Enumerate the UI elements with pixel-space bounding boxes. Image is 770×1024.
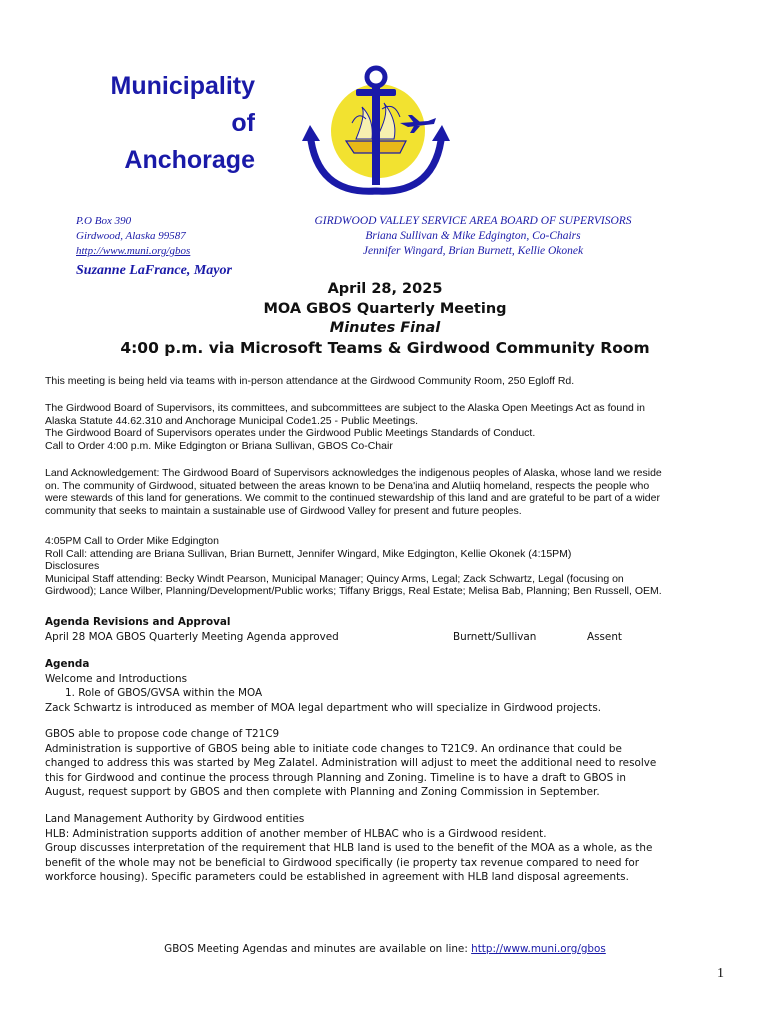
anchor-seal-icon [296, 63, 456, 203]
meeting-subtitle: Minutes Final [329, 320, 441, 336]
mailing-address: P.O Box 390 Girdwood, Alaska 99587 http://www.muni.org/gbos [76, 215, 191, 257]
roll-call-section: 4:05PM Call to Order Mike Edgington Roll Call: attending are Briana Sullivan, Brian Burnett, Jennifer Wingard, Mike Edgington, Kellie Okonek (4:15PM) Disclosures Municipal Staff attending: Becky Windt Pearson, Municipal Manager; Quincy Arms, Legal; Zack Schwartz, Legal (focusing on Girdwood); Lance Wilber, Planning/Development/Public works; Tiffany Briggs, Real Estate; Melisa Bab, Planning; Ben Russell, OEM. [45, 535, 662, 597]
open-meetings-paragraph: The Girdwood Board of Supervisors, its committees, and subcommittees are subject to the Alaska Open Meetings Act as found in Alaska Statute 44.62.310 and Anchorage Municipal Code1.25 - Public Meetings. The Girdwood Board of Supervisors operates under the Girdwood Public Meetings Standards of Conduct. Call to Order 4:00 p.m. Mike Edgington or Briana Sullivan, GBOS Co-Chair [45, 402, 645, 452]
municipality-name: Municipality of Anchorage [110, 72, 255, 174]
board-members: Jennifer Wingard, Brian Burnett, Kellie Okonek [362, 245, 584, 257]
meeting-time-location: 4:00 p.m. via Microsoft Teams & Girdwood Community Room [120, 338, 650, 357]
approval-result: Assent [587, 630, 622, 643]
mayor-name: Suzanne LaFrance, Mayor [76, 263, 232, 278]
meeting-title-block [0, 280, 770, 358]
footer-link[interactable]: http://www.muni.org/gbos [471, 943, 606, 955]
agenda-header: Agenda [45, 658, 90, 670]
agenda-section: Agenda Welcome and Introductions 1. Role of GBOS/GVSA within the MOA Zack Schwartz is introduced as member of MOA legal department who will specialize in Girdwood projects. [45, 657, 725, 715]
board-title: GIRDWOOD VALLEY SERVICE AREA BOARD OF SUPERVISORS [314, 215, 632, 227]
approval-row [45, 630, 725, 645]
footer-text: GBOS Meeting Agendas and minutes are available on line: [164, 943, 472, 955]
intro-paragraph: This meeting is being held via teams with in-person attendance at the Girdwood Community Room, 250 Egloff Rd. [45, 375, 575, 387]
list-item: 1. Role of GBOS/GVSA within the MOA [65, 687, 263, 699]
meeting-date: April 28, 2025 [327, 281, 443, 297]
board-chairs: Briana Sullivan & Mike Edgington, Co-Chairs [365, 230, 581, 242]
agenda-approval-section [45, 615, 725, 645]
footer [0, 943, 770, 955]
board-info [280, 214, 666, 259]
website-link[interactable]: http://www.muni.org/gbos [76, 245, 191, 257]
approval-item: April 28 MOA GBOS Quarterly Meeting Agenda approved [45, 630, 339, 643]
page-number: 1 [717, 966, 724, 981]
land-management-section: Land Management Authority by Girdwood entities HLB: Administration supports addition of another member of HLBAC who is a Girdwood resident. Group discusses interpretation of the requirement that HLB land is used to the benefit of the MOA as a whole, as the benefit of the whole may not be beneficial to Girdwood specifically (ie property tax revenue compared to need for workforce housing). Specific parameters could be established in agreement with HLB land disposal agreements. [45, 813, 653, 883]
land-acknowledgement: Land Acknowledgement: The Girdwood Board of Supervisors acknowledges the indigenous peoples of Alaska, whose land we reside on. The community of Girdwood, situated between the areas known to be Dena'ina and Alutiiq homeland, respects the people who were stewards of this land for generations. We commit to the continued stewardship of this land and are grateful to be part of a wider community that seeks to maintain a sustainable use of Girdwood Valley for present and future peoples. [45, 467, 662, 517]
meeting-title: MOA GBOS Quarterly Meeting [263, 300, 507, 317]
approval-header: Agenda Revisions and Approval [45, 616, 231, 628]
approval-movers: Burnett/Sullivan [453, 630, 537, 643]
code-change-section: GBOS able to propose code change of T21C9 Administration is supportive of GBOS being able to initiate code changes to T21C9. An ordinance that could be changed to address this was started by Meg Zalatel. Administration will adjust to meet the additional need to resolve this for Girdwood and continue the process through Planning and Zoning. Timeline is to have a draft to GBOS in August, request support by GBOS and then complete with Planning and Zoning Commission in September. [45, 728, 657, 798]
